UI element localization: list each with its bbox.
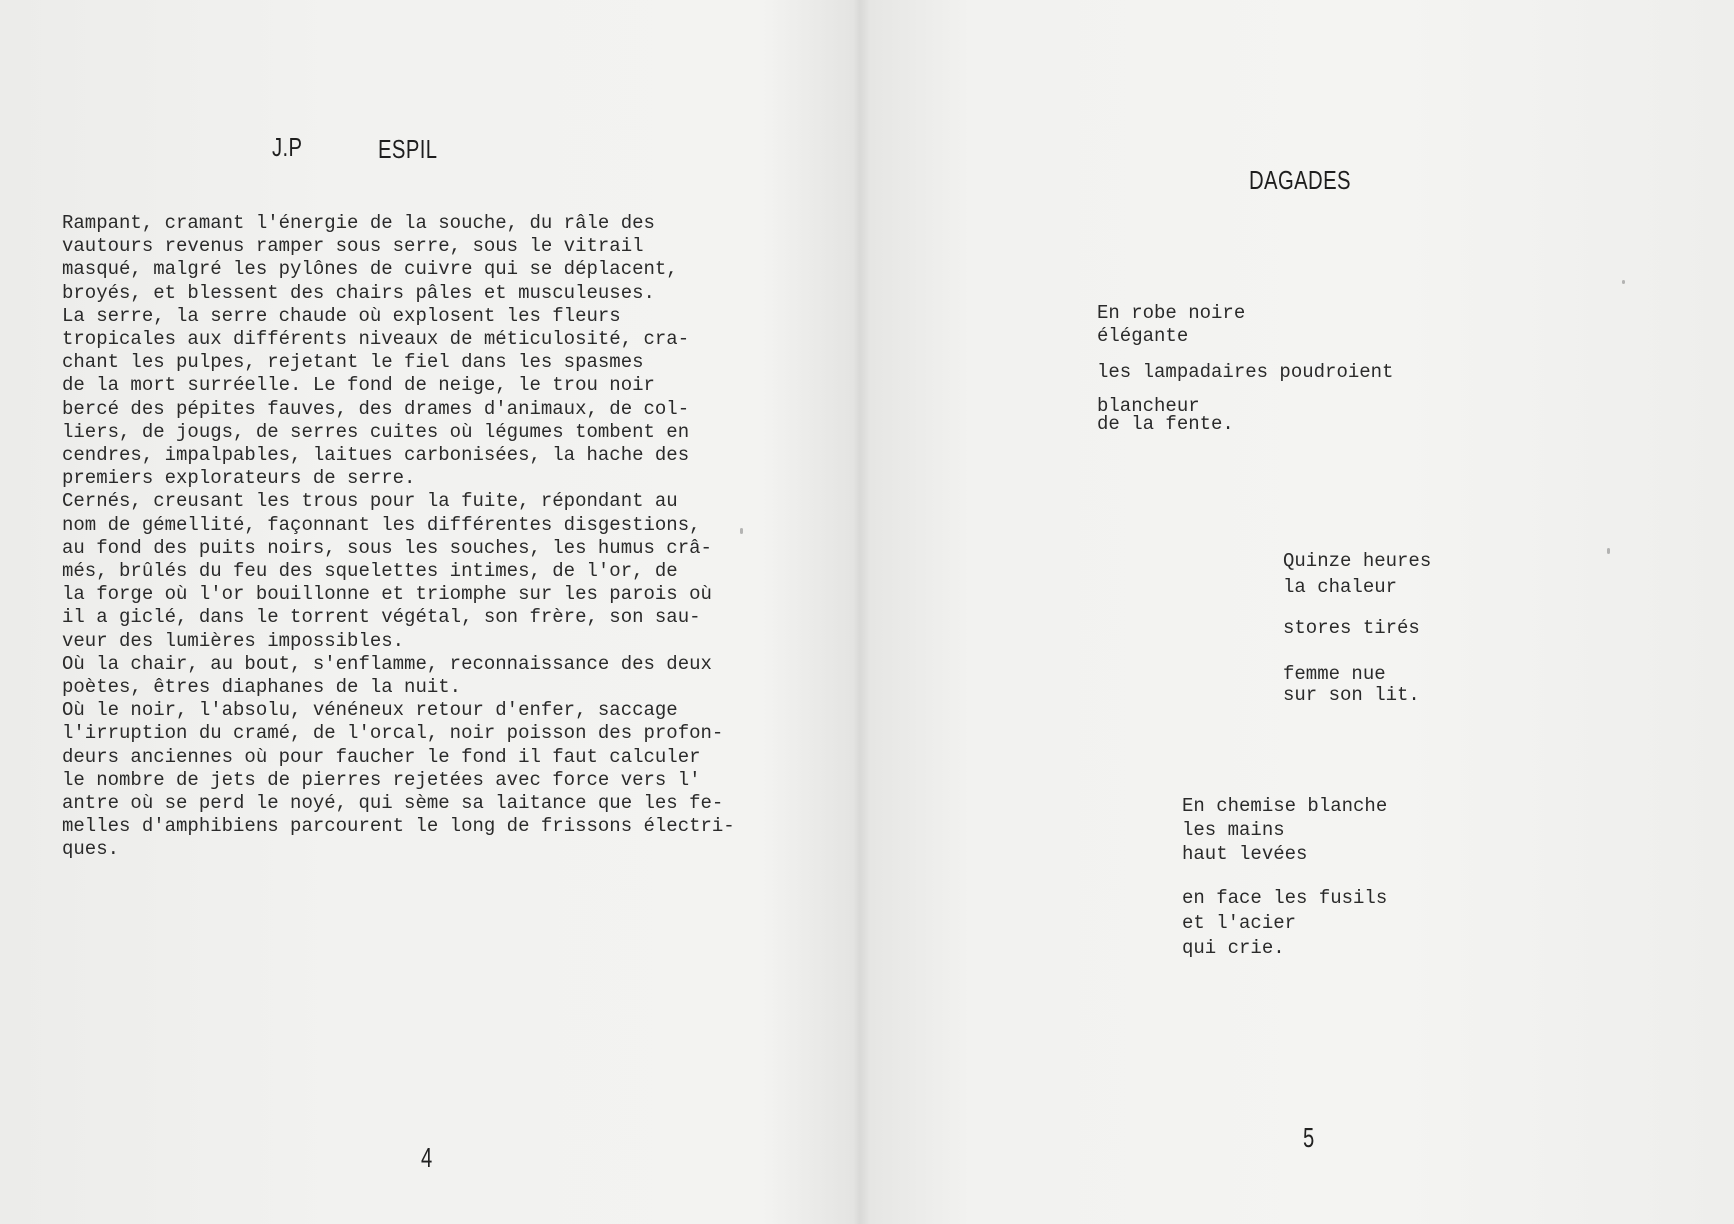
author-initials: J.P bbox=[272, 132, 303, 162]
right-page bbox=[862, 0, 1734, 1224]
page-number-left: 4 bbox=[421, 1142, 433, 1173]
author-name: ESPIL bbox=[378, 134, 438, 164]
left-page bbox=[0, 0, 862, 1224]
poem-title: DAGADES bbox=[1249, 165, 1351, 195]
stanza: stores tirés bbox=[1283, 617, 1420, 639]
paper-speck bbox=[1622, 280, 1625, 284]
page-number-right: 5 bbox=[1303, 1122, 1315, 1153]
stanza: blancheur de la fente. bbox=[1097, 395, 1234, 435]
paper-speck bbox=[1607, 548, 1610, 554]
stanza: en face les fusils et l'acier qui crie. bbox=[1182, 887, 1388, 959]
stanza: En chemise blanche les mains haut levées bbox=[1182, 795, 1388, 865]
stanza: femme nue sur son lit. bbox=[1283, 663, 1420, 706]
stanza: Quinze heures la chaleur bbox=[1283, 550, 1432, 598]
prose-text: Rampant, cramant l'énergie de la souche, du râle des vautours revenus ramper sous serre, sous le vitrail masqué, malgré les pylônes de cuivre qui se déplacent, broyés, et blessent des chairs pâles et musculeuses. La serre, la serre chaude où explosent les fleurs tropicales aux différents niveaux de méticulosité, cra- chant les pulpes, rejetant le fiel dans les spasmes de la mort surréelle. Le fond de neige, le trou noir bercé des pépites fauves, des drames d'animaux, de col- liers, de jougs, de serres cuites où légumes tombent en cendres, impalpables, laitues carbonisées, la hache des premiers explorateurs de serre. Cernés, creusant les trous pour la fuite, répondant au nom de gémellité, façonnant les différentes disgestions, au fond des puits noirs, sous les souches, les humus crâ- més, brûlés du feu des squelettes intimes, de l'or, de la forge où l'or bouillonne et triomphe sur les parois où il a giclé, dans le torrent végétal, son frère, son sau- veur des lumières impossibles. Où la chair, au bout, s'enflamme, reconnaissance des deux poètes, êtres diaphanes de la nuit. Où le noir, l'absolu, vénéneux retour d'enfer, saccage l'irruption du cramé, de l'orcal, noir poisson des profon- deurs anciennes où pour faucher le fond il faut calculer le nombre de jets de pierres rejetées avec force vers l' antre où se perd le noyé, qui sème sa laitance que les fe- melles d'amphibiens parcourent le long de frissons électri- ques. bbox=[62, 212, 735, 861]
stanza: les lampadaires poudroient bbox=[1097, 361, 1394, 383]
paper-speck bbox=[740, 528, 743, 534]
stanza: En robe noire élégante bbox=[1097, 302, 1246, 347]
